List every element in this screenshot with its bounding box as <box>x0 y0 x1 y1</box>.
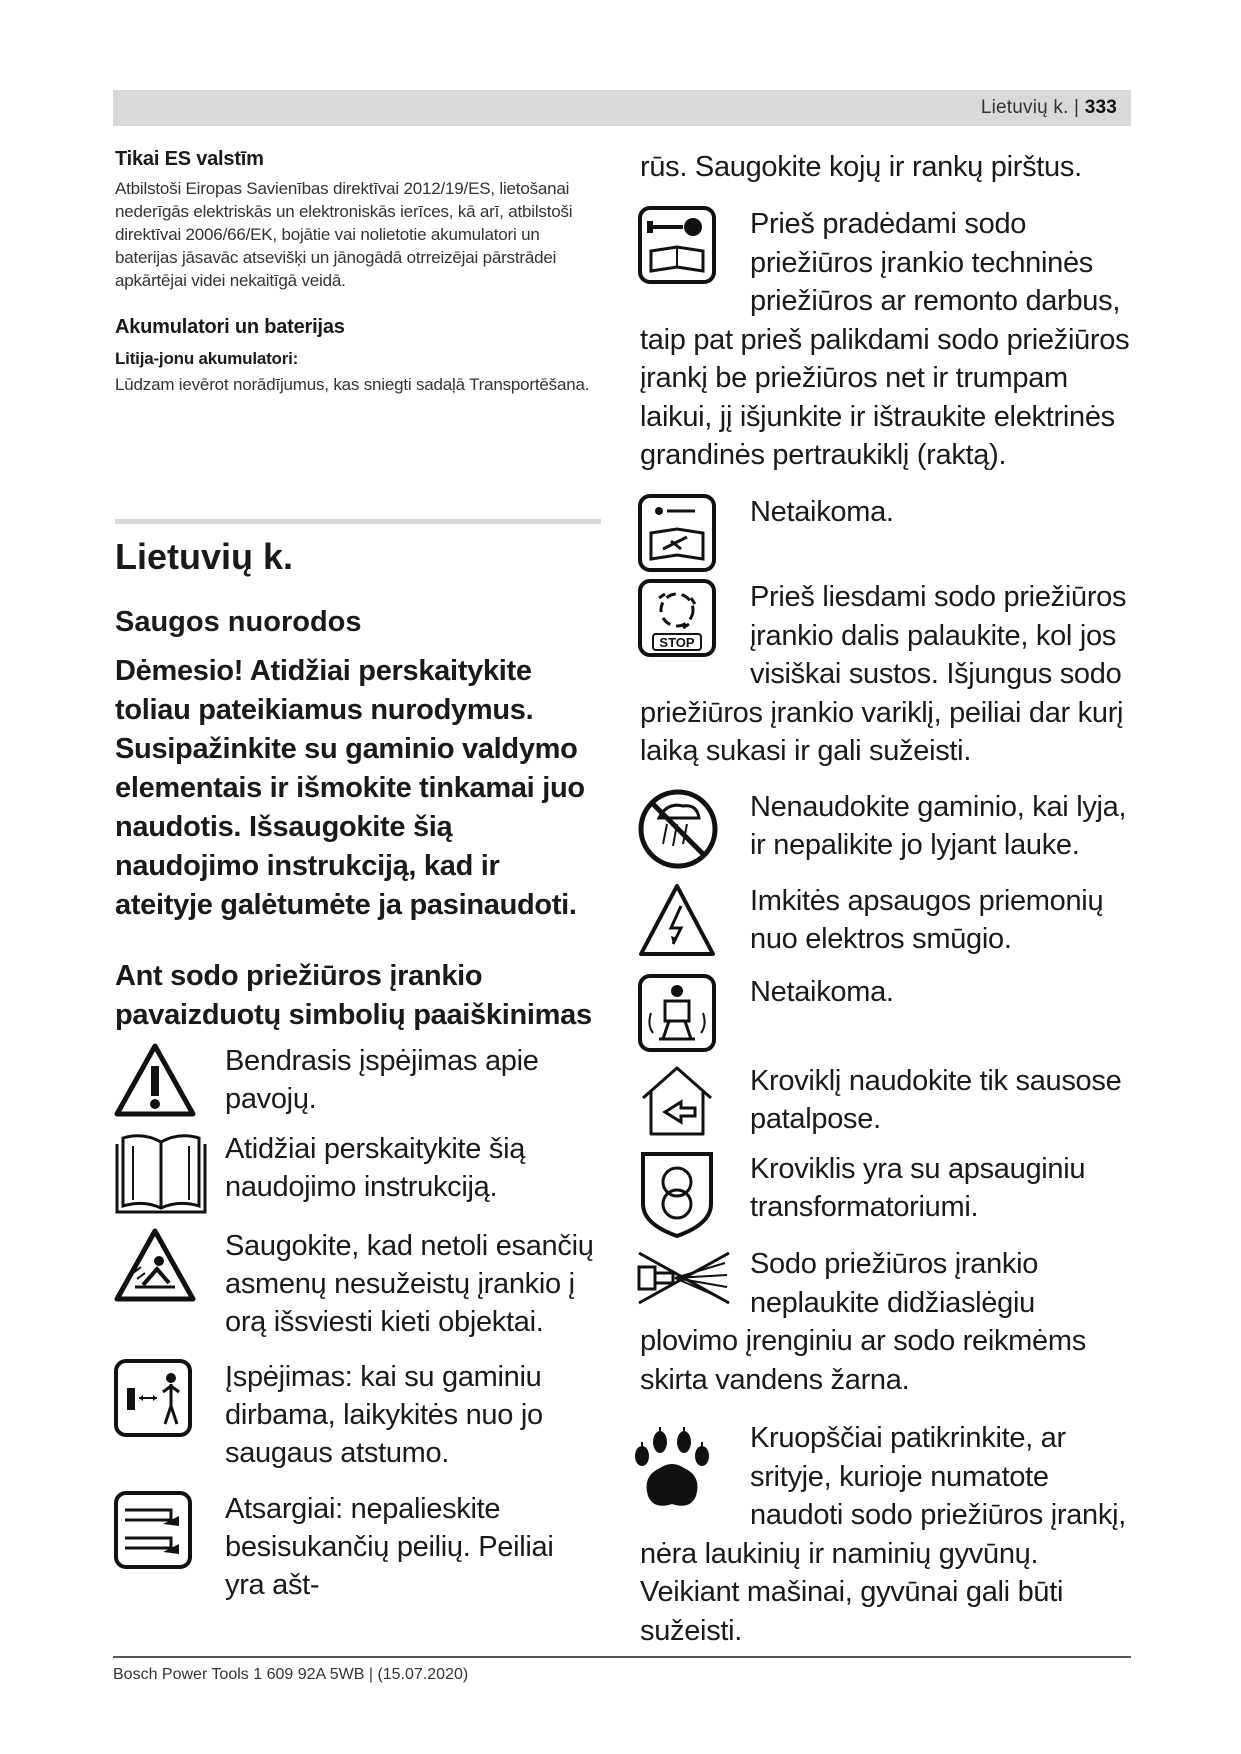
maintenance-text-part <box>640 205 1130 475</box>
symbol-row <box>637 1150 1130 1238</box>
sharp-blades-icon <box>113 1490 193 1570</box>
symbol-text: Netaikoma. <box>750 496 894 528</box>
stop-text: Prieš liesdami sodo priežiūros įrankio dalis palaukite, kol jos visiškai sustos. Išjungus sodo priežiūros įrankio variklį, peiliai dar kurį laiką sukasi ir gali sužeisti. <box>640 581 1127 767</box>
general-warning-icon <box>113 1042 197 1118</box>
header-label <box>981 97 1117 119</box>
animal-text-part <box>640 1419 1130 1650</box>
section-divider <box>115 519 601 524</box>
header-section: Lietuvių k. | <box>980 97 1080 118</box>
symbol-row <box>113 1042 595 1118</box>
eu-text: Atbilstoši Eiropas Savienības direktīvai 2012/19/ES, lietošanai nederīgās elektriskās un elektroniskās ierīces, kā arī, atbilstoši direktīvai 2006/66/EK, bojātie vai nolietotie akumulatori un baterijas jāsavāc atsevišķi un jānogādā otrreizējai pārstrādei apkārtējai videi nekaitīgā veidā. <box>115 179 573 290</box>
symbol-row <box>637 1062 1130 1138</box>
liion-text: Lūdzam ievērot norādījumus, kas sniegti sadaļā Transportēšana. <box>115 375 590 394</box>
safety-transformer-icon <box>637 1150 717 1238</box>
animal-text: Kruopščiai patikrinkite, ar srityje, kurioje numatote naudoti sodo priežiūros įrankį, nėra laukinių ir naminių gyvūnų. Veikiant mašinai, gyvūnai gali būti sužeisti. <box>640 1422 1126 1647</box>
safety-distance-icon <box>113 1358 193 1438</box>
footer-text: Bosch Power Tools 1 609 92A 5WB | (15.07.2020) <box>113 1666 469 1683</box>
symbol-text: Atidžiai perskaitykite šią naudojimo instrukciją. <box>225 1133 526 1203</box>
eu-title: Tikai ES valstīm <box>115 148 264 170</box>
symbol-text: Įspėjimas: kai su gaminiu dirbama, laikykitės nuo jo saugaus atstumo. <box>225 1361 543 1469</box>
language-title: Lietuvių k. <box>115 536 294 577</box>
symbols-title: Ant sodo priežiūros įrankio pavaizduotų simbolių paaiškinimas <box>115 960 592 1031</box>
symbol-text: Kroviklį naudokite tik sausose patalpose. <box>750 1065 1122 1135</box>
svg-text:STOP: STOP <box>659 635 695 650</box>
left-column <box>115 148 601 396</box>
washer-text: Sodo priežiūros įrankio neplaukite didžiaslėgiu plovimo įrenginiu ar sodo reikmėms skirta vandens žarna. <box>640 1248 1086 1396</box>
icon-gap <box>640 205 750 321</box>
symbol-text: Nenaudokite gaminio, kai lyja, ir nepalikite jo lyjant lauke. <box>750 791 1127 861</box>
washer-text-part <box>640 1245 1130 1399</box>
symbol-row <box>637 973 1130 1053</box>
not-applicable-icon <box>637 493 717 573</box>
battery-title: Akumulatori un baterijas <box>115 316 345 338</box>
no-rain-icon <box>637 788 719 870</box>
symbol-row <box>113 1130 595 1216</box>
symbol-row <box>637 882 1130 958</box>
icon-gap <box>640 1419 750 1535</box>
symbol-row <box>113 1490 595 1604</box>
symbol-row <box>113 1358 595 1472</box>
instruction-book-icon <box>113 1130 209 1216</box>
page-number: 333 <box>1084 97 1117 118</box>
symbol-text: Netaikoma. <box>750 976 894 1008</box>
flying-objects-icon <box>113 1227 197 1305</box>
icon-gap <box>640 1245 750 1322</box>
safety-title: Saugos nuorodos <box>115 606 362 638</box>
icon-gap <box>640 578 750 694</box>
symbol-row <box>637 493 1130 573</box>
symbol-text: Kroviklis yra su apsauginiu transformatoriumi. <box>750 1153 1086 1223</box>
electric-shock-icon <box>637 882 717 958</box>
not-applicable-person-icon <box>637 973 717 1053</box>
continuation-text: rūs. Saugokite kojų ir rankų pirštus. <box>640 151 1082 183</box>
attention-text: Dėmesio! Atidžiai perskaitykite toliau pateikiamus nurodymus. Susipažinkite su gaminio valdymo elementais ir išmokite tinkamai juo naudotis. Išsaugokite šią naudojimo instrukciją, kad ir ateityje galėtumėte ja pasinaudoti. <box>115 655 585 921</box>
symbol-text: Atsargiai: nepalieskite besisukančių peilių. Peiliai yra ašt- <box>225 1493 554 1601</box>
stop-text-part <box>640 578 1130 771</box>
liion-title: Litija-jonu akumulatori: <box>115 349 299 368</box>
symbol-text: Bendrasis įspėjimas apie pavojų. <box>225 1045 539 1115</box>
indoor-charger-icon <box>637 1062 717 1138</box>
symbol-row <box>637 788 1130 870</box>
footer-divider <box>113 1656 1131 1658</box>
symbol-text: Saugokite, kad netoli esančių asmenų nesužeistų įrankio į orą išsviesti kieti objektai. <box>225 1230 594 1338</box>
maintenance-text: Prieš pradėdami sodo priežiūros įrankio techninės priežiūros ar remonto darbus, taip pat prieš palikdami sodo priežiūros įrankį be priežiūros net ir trumpam laikui, jį išjunkite ir ištraukite elektrinės grandinės pertraukiklį (raktą). <box>640 208 1130 471</box>
symbol-text: Imkitės apsaugos priemonių nuo elektros smūgio. <box>750 885 1104 955</box>
symbol-row <box>113 1227 595 1341</box>
page-header <box>113 90 1131 126</box>
